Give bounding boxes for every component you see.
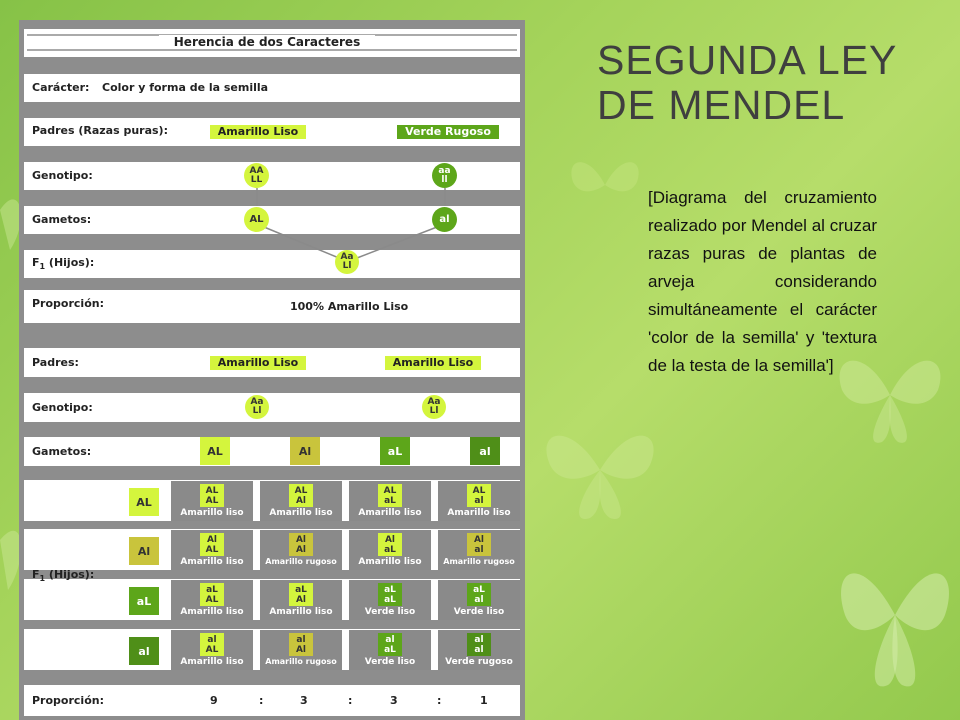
f2-letter: F (32, 568, 40, 581)
punnett-phenotype: Amarillo rugoso (265, 557, 337, 566)
hybrid-genotype-row (24, 393, 520, 422)
row-gamete-al: al (129, 637, 159, 665)
punnett-genotype-line-1: al (296, 634, 306, 645)
inheritance-diagram (19, 20, 525, 720)
punnett-genotype-line-1: aL (384, 584, 396, 595)
punnett-genotype-line-1: Al (384, 534, 396, 545)
slide-title-line-1: SEGUNDA LEY (597, 37, 898, 83)
slide-title-line-2: DE MENDEL (597, 82, 846, 128)
punnett-phenotype: Amarillo liso (180, 508, 244, 518)
punnett-genotype-line-2: aL (384, 495, 396, 506)
punnett-genotype-line-2: aL (384, 644, 396, 655)
punnett-genotype-line-1: al (474, 634, 484, 645)
punnett-cell (438, 580, 520, 620)
punnett-genotype (200, 583, 224, 606)
ratio-green-wrinkled: 1 (480, 694, 488, 707)
row-gamete-Al: Al (129, 537, 159, 565)
punnett-genotype (467, 583, 491, 606)
f1-proportion-value: 100% Amarillo Liso (290, 300, 409, 313)
proportion-label-2: Proporción: (32, 694, 104, 707)
punnett-genotype-line-1: AL (294, 485, 308, 496)
punnett-genotype-line-1: al (385, 634, 395, 645)
parent-yellow-smooth: Amarillo Liso (210, 125, 306, 139)
punnett-genotype-line-2: Al (295, 644, 307, 655)
hybrid-parents-row (24, 348, 520, 377)
punnett-genotype-line-1: AL (472, 485, 486, 496)
punnett-genotype (467, 484, 491, 507)
f1-genotype-circle (335, 250, 359, 274)
f1-genotype-line-1: Aa (340, 252, 354, 262)
punnett-phenotype: Amarillo liso (269, 508, 333, 518)
punnett-cell (349, 580, 431, 620)
punnett-cell (438, 630, 520, 670)
punnett-phenotype: Amarillo liso (358, 557, 422, 567)
hybrid-gametes-row (24, 437, 520, 466)
punnett-genotype-line-1: aL (206, 584, 218, 595)
punnett-genotype-line-1: AL (383, 485, 397, 496)
hybrid-genotype-2-line-2: Ll (429, 406, 439, 416)
ratio-separator-2: : (348, 694, 353, 707)
slide-title (597, 38, 937, 128)
punnett-genotype (378, 533, 402, 556)
connector-gamete-right (357, 227, 437, 258)
ratio-yellow-smooth: 9 (210, 694, 218, 707)
ratio-separator-1: : (259, 694, 264, 707)
p1-genotype-line-1: AA (249, 165, 264, 176)
p2-gamete-circle (432, 207, 457, 232)
proportion-label-1: Proporción: (32, 297, 104, 310)
butterfly-decoration-icon (830, 520, 960, 710)
genotype-label: Genotipo: (32, 169, 93, 182)
punnett-phenotype: Verde liso (364, 607, 416, 617)
p1-genotype-circle (244, 163, 269, 188)
punnett-genotype-line-2: AL (205, 594, 219, 605)
punnett-genotype-line-2: al (474, 594, 484, 605)
f1-suffix: (Hijos): (45, 256, 95, 269)
punnett-genotype-line-1: AL (205, 485, 219, 496)
hybrid-parent-2: Amarillo Liso (385, 356, 481, 370)
hybrid-genotype-circle-2 (422, 395, 446, 419)
butterfly-decoration-icon (530, 400, 670, 540)
punnett-cell (438, 530, 520, 570)
hybrid-parents-label: Padres: (32, 356, 79, 369)
punnett-genotype-line-1: Al (473, 534, 485, 545)
gametes-label: Gametos: (32, 213, 92, 226)
punnett-genotype-line-2: Al (295, 594, 307, 605)
p1-genotype-line-2: LL (250, 174, 263, 185)
f2-suffix: (Hijos): (45, 568, 95, 581)
ratio-yellow-wrinkled: 3 (300, 694, 308, 707)
punnett-genotype-line-2: Al (295, 495, 307, 506)
f2-subscript: 1 (39, 574, 46, 584)
punnett-genotype (200, 484, 224, 507)
punnett-cell (260, 481, 342, 521)
punnett-cell (349, 630, 431, 670)
character-value: Color y forma de la semilla (102, 81, 269, 94)
punnett-cell (260, 530, 342, 570)
ratio-separator-3: : (437, 694, 442, 707)
butterfly-decoration-icon (560, 140, 650, 230)
punnett-genotype (378, 583, 402, 606)
punnett-cell (349, 481, 431, 521)
punnett-phenotype: Amarillo liso (180, 657, 244, 667)
ratio-green-smooth: 3 (390, 694, 398, 707)
gamete-AL: AL (200, 437, 230, 465)
punnett-genotype (378, 484, 402, 507)
punnett-phenotype: Amarillo liso (358, 508, 422, 518)
punnett-genotype (467, 633, 491, 656)
punnett-cell (260, 630, 342, 670)
pure-parents-label: Padres (Razas puras): (32, 124, 168, 137)
p1-gamete-circle (244, 207, 269, 232)
punnett-genotype-line-2: al (474, 495, 484, 506)
punnett-genotype (200, 533, 224, 556)
f1-subscript: 1 (39, 262, 46, 272)
punnett-genotype (378, 633, 402, 656)
punnett-genotype-line-2: aL (384, 544, 396, 555)
hybrid-genotype-1-line-2: Ll (252, 406, 262, 416)
p2-genotype-line-2: ll (441, 174, 448, 185)
punnett-cell (260, 580, 342, 620)
p1-gamete-value: AL (249, 214, 264, 225)
gamete-al: al (470, 437, 500, 465)
punnett-cell (171, 580, 253, 620)
slide-caption: [Diagrama del cruzamiento realizado por Mendel al cruzar razas puras de plantas de arveja considerando simultáneamente el carácter 'color de la semilla' y 'textura de la testa de la semilla'] (648, 188, 877, 375)
gamete-aL: aL (380, 437, 410, 465)
p2-genotype-circle (432, 163, 457, 188)
punnett-cell (349, 530, 431, 570)
hybrid-parent-1: Amarillo Liso (210, 356, 306, 370)
punnett-genotype-line-2: Al (295, 544, 307, 555)
punnett-cell (171, 530, 253, 570)
punnett-phenotype: Verde rugoso (445, 657, 513, 667)
row-gamete-AL: AL (129, 488, 159, 516)
punnett-genotype (289, 484, 313, 507)
punnett-genotype-line-1: al (207, 634, 217, 645)
hybrid-genotype-1-line-1: Aa (250, 397, 264, 407)
punnett-cell (171, 481, 253, 521)
punnett-phenotype: Amarillo liso (269, 607, 333, 617)
gamete-Al: Al (290, 437, 320, 465)
character-label: Carácter: (32, 81, 90, 94)
punnett-phenotype: Amarillo liso (180, 607, 244, 617)
punnett-genotype-line-1: aL (473, 584, 485, 595)
punnett-genotype-line-2: AL (205, 544, 219, 555)
punnett-genotype-line-2: AL (205, 644, 219, 655)
punnett-cell (171, 630, 253, 670)
hybrid-genotype-2-line-1: Aa (427, 397, 441, 407)
punnett-genotype (200, 633, 224, 656)
punnett-genotype-line-1: Al (295, 534, 307, 545)
punnett-phenotype: Amarillo rugoso (265, 657, 337, 666)
punnett-genotype-line-2: aL (384, 594, 396, 605)
punnett-genotype-line-1: aL (295, 584, 307, 595)
row-gamete-aL: aL (129, 587, 159, 615)
f1-letter: F (32, 256, 40, 269)
punnett-genotype-line-2: al (474, 544, 484, 555)
punnett-cell (438, 481, 520, 521)
punnett-genotype (289, 533, 313, 556)
hybrid-genotype-label: Genotipo: (32, 401, 93, 414)
f1-genotype-line-2: Ll (342, 261, 352, 271)
punnett-genotype-line-2: al (474, 644, 484, 655)
punnett-genotype (289, 633, 313, 656)
punnett-genotype-line-2: AL (205, 495, 219, 506)
punnett-phenotype: Amarillo rugoso (443, 557, 515, 566)
punnett-genotype (289, 583, 313, 606)
punnett-phenotype: Amarillo liso (447, 508, 511, 518)
hybrid-gametes-label: Gametos: (32, 445, 92, 458)
connector-gamete-left (264, 227, 339, 258)
p2-gamete-value: al (439, 214, 450, 225)
punnett-genotype (467, 533, 491, 556)
p2-genotype-line-1: aa (438, 165, 451, 176)
punnett-phenotype: Amarillo liso (180, 557, 244, 567)
punnett-phenotype: Verde liso (453, 607, 505, 617)
f2-label (32, 568, 94, 583)
proportion-row-2 (24, 685, 520, 716)
punnett-phenotype: Verde liso (364, 657, 416, 667)
diagram-title: Herencia de dos Caracteres (159, 35, 375, 49)
parent-green-wrinkled: Verde Rugoso (397, 125, 499, 139)
hybrid-genotype-circle-1 (245, 395, 269, 419)
punnett-genotype-line-1: Al (206, 534, 218, 545)
